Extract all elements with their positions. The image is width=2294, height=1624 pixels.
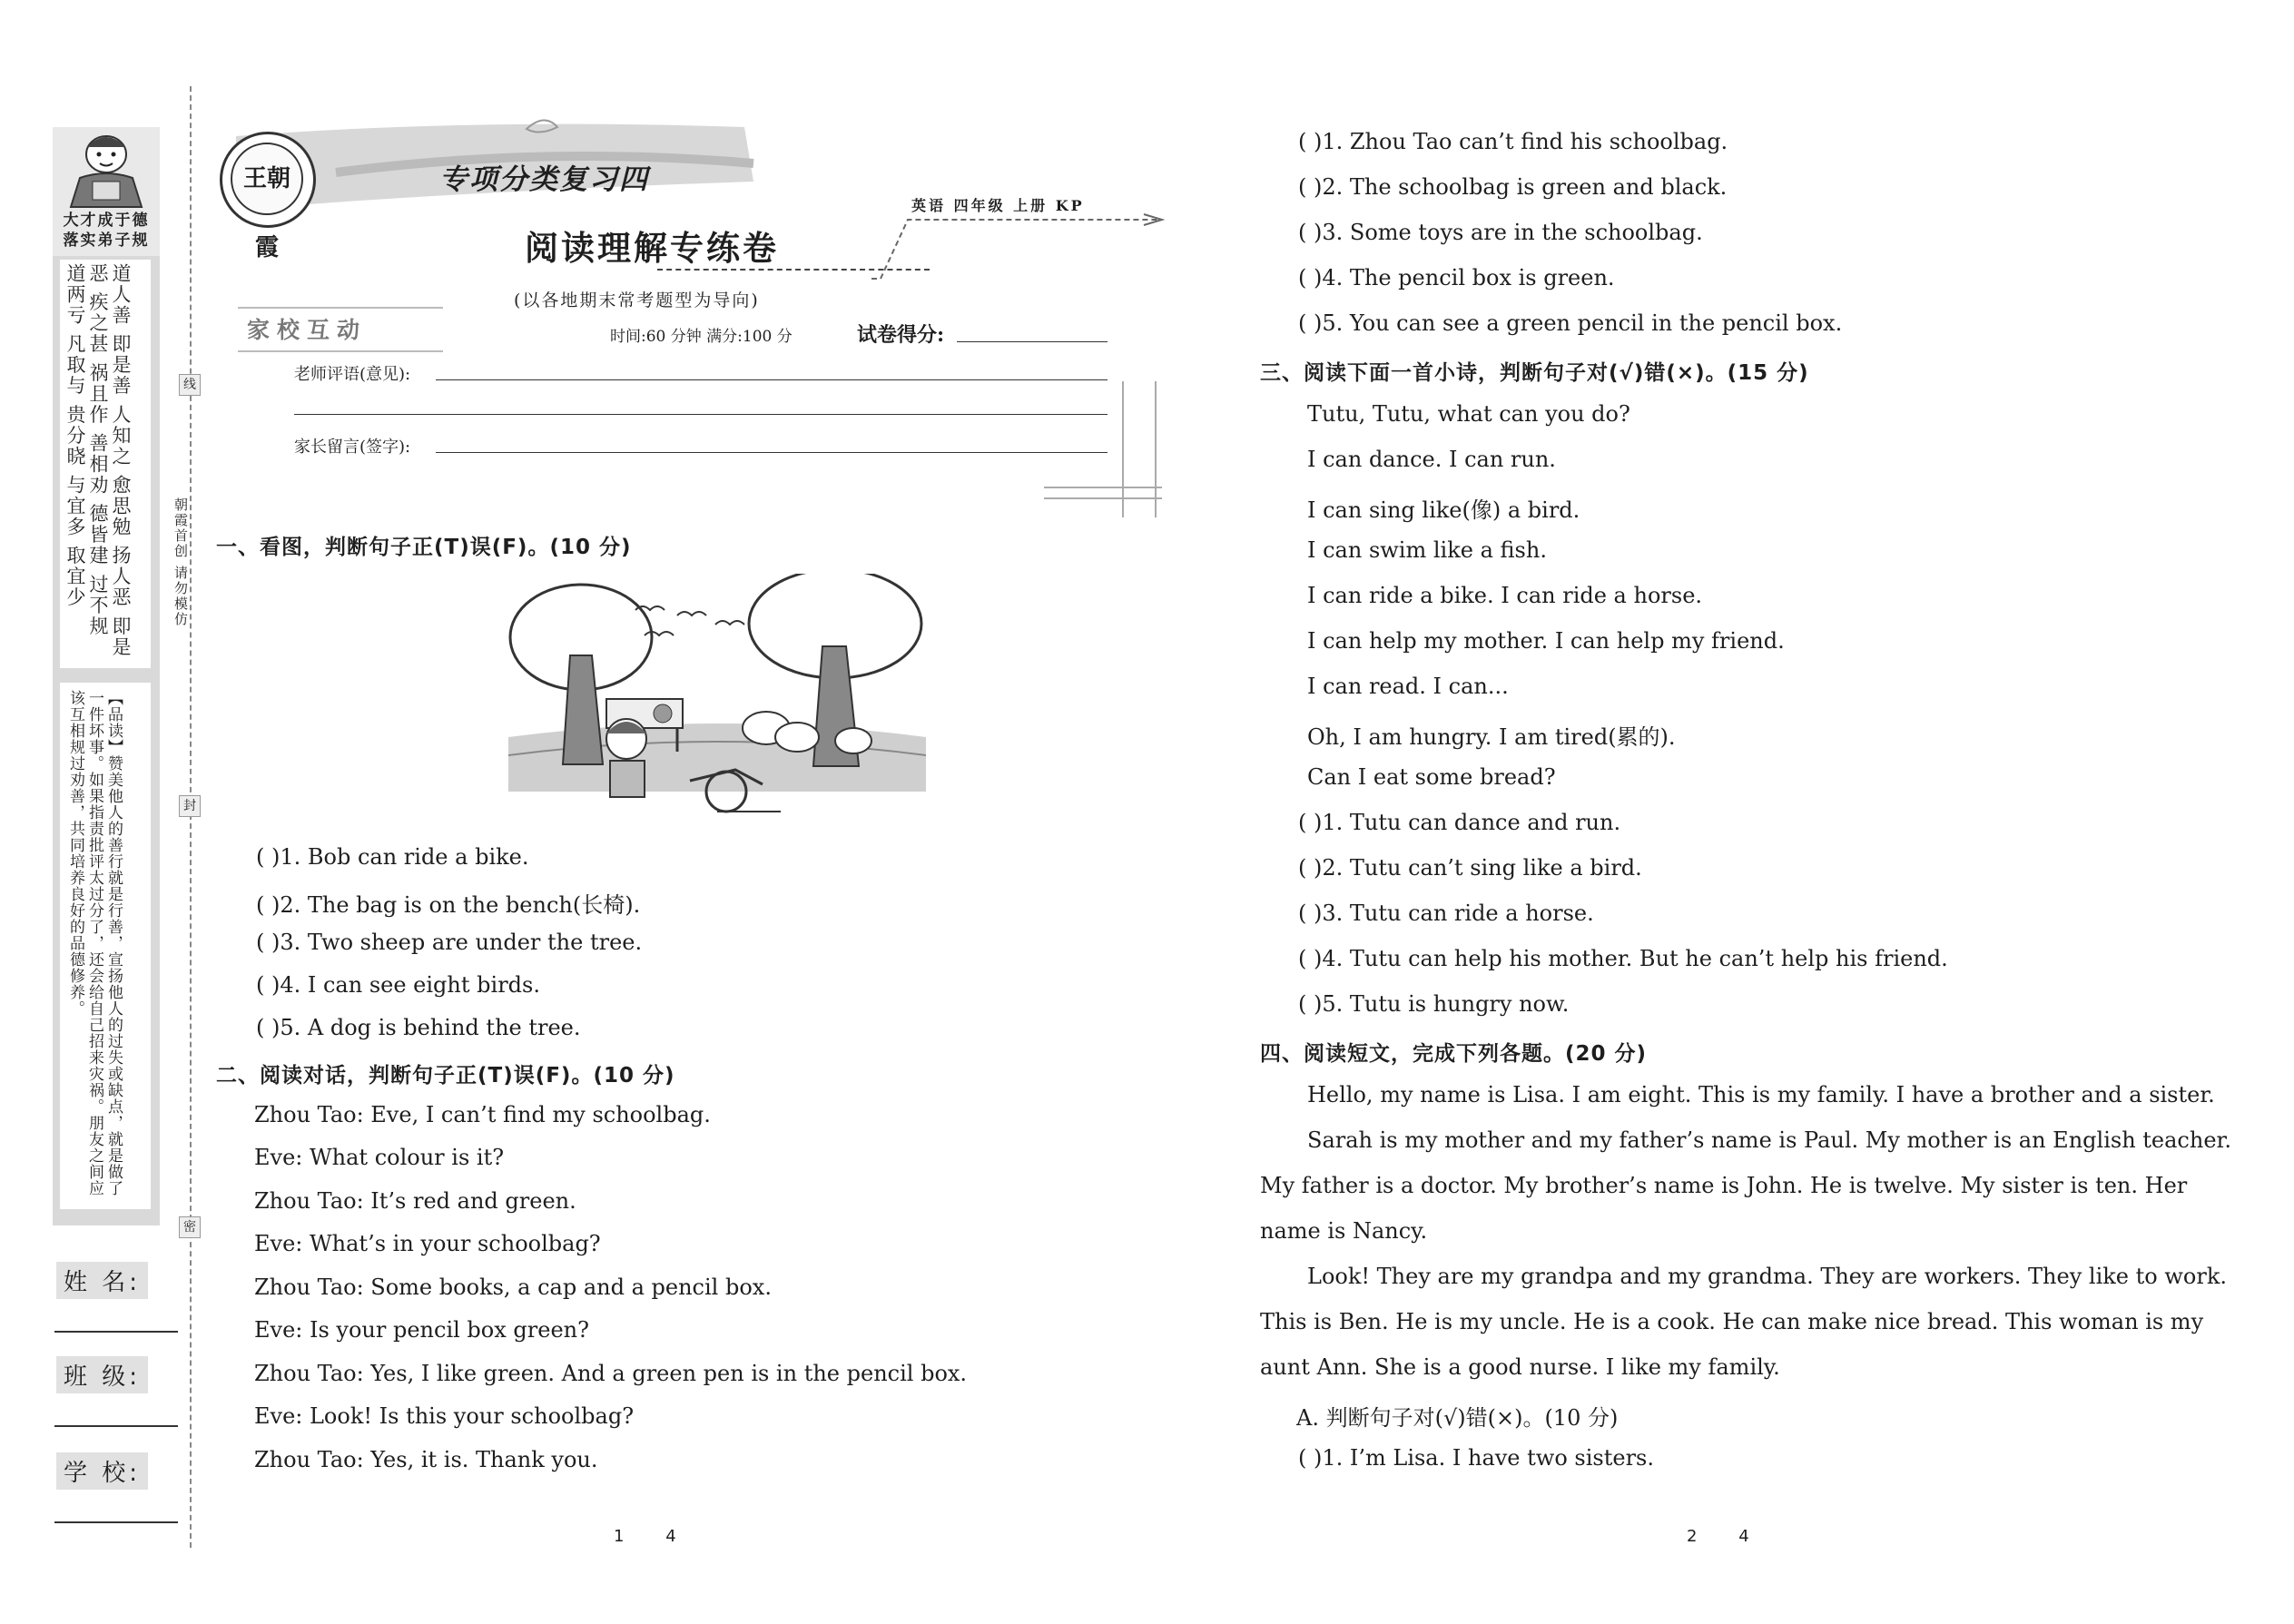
question-3-2: ( )2. Tutu can’t sing like a bird. <box>1298 855 1642 881</box>
school-label: 学 校: <box>56 1452 148 1490</box>
question-1-5: ( )5. A dog is behind the tree. <box>256 1015 581 1040</box>
corner-decoration-h <box>1044 487 1162 499</box>
dialog-line: Zhou Tao: Some books, a cap and a pencil box. <box>254 1275 772 1300</box>
home-school-frame <box>238 307 443 352</box>
question-1-3: ( )3. Two sheep are under the tree. <box>256 930 643 955</box>
class-label: 班 级: <box>56 1356 148 1393</box>
poem-line: I can sing like(像) a bird. <box>1307 497 1580 523</box>
section-1-heading: 一、看图，判断句子正(T)误(F)。(10 分) <box>216 536 632 559</box>
score-field[interactable] <box>957 341 1108 342</box>
park-illustration <box>508 574 926 826</box>
question-1-2: ( )2. The bag is on the bench(长椅). <box>256 892 641 918</box>
verse-commentary: 【品读】赞美他人的善行就是行善，宣扬他人的过失或缺点，就是做了一件坏事。如果指责批评太过分了，还会给自己招来灾祸。朋友之间应该互相规过劝善，共同培养良好的品德修养。 <box>66 690 123 1196</box>
page-title: 阅读理解专练卷 <box>525 228 779 268</box>
question-3-5: ( )5. Tutu is hungry now. <box>1298 991 1570 1017</box>
subsection-a-heading: A. 判断句子对(√)错(×)。(10 分) <box>1296 1405 1619 1431</box>
series-title: 专项分类复习四 <box>439 163 649 196</box>
score-label: 试卷得分: <box>857 323 945 347</box>
question-4-1: ( )1. I’m Lisa. I have two sisters. <box>1298 1445 1654 1471</box>
subtitle: (以各地期末常考题型为导向) <box>514 290 760 310</box>
teacher-comment-label: 老师评语(意见): <box>294 365 411 384</box>
course-info: 英语 四年级 上册 KP <box>911 197 1085 214</box>
poem-line: I can help my mother. I can help my friend. <box>1307 628 1785 654</box>
question-2-2: ( )2. The schoolbag is green and black. <box>1298 174 1728 200</box>
dialog-line: Eve: Look! Is this your schoolbag? <box>254 1403 635 1429</box>
school-field[interactable] <box>54 1521 178 1523</box>
mascot-illustration <box>53 127 160 211</box>
passage-line: aunt Ann. She is a good nurse. I like my family. <box>1260 1354 1780 1380</box>
poem-line: I can swim like a fish. <box>1307 537 1547 563</box>
page-number-right: 2 4 <box>1687 1527 1749 1546</box>
dialog-line: Zhou Tao: Yes, I like green. And a green pen is in the pencil box. <box>254 1361 968 1386</box>
name-field[interactable] <box>54 1331 178 1333</box>
section-2-heading: 二、阅读对话，判断句子正(T)误(F)。(10 分) <box>216 1064 675 1088</box>
dialog-line: Eve: Is your pencil box green? <box>254 1317 589 1343</box>
class-field[interactable] <box>54 1425 178 1427</box>
dialog-line: Zhou Tao: Eve, I can’t find my schoolbag. <box>254 1102 711 1127</box>
time-info: 时间:60 分钟 满分:100 分 <box>610 328 793 346</box>
poem-line: Oh, I am hungry. I am tired(累的). <box>1307 724 1676 750</box>
dialog-line: Eve: What’s in your schoolbag? <box>254 1231 601 1256</box>
passage-line: Hello, my name is Lisa. I am eight. This is my family. I have a brother and a sister. <box>1307 1082 2215 1107</box>
passage-line: This is Ben. He is my uncle. He is a cook. He can make nice bread. This woman is my <box>1260 1309 2204 1334</box>
seal-mark-seal: 封 <box>179 795 201 817</box>
passage-line: My father is a doctor. My brother’s name is John. He is twelve. My sister is ten. Her <box>1260 1173 2188 1198</box>
section-3-heading: 三、阅读下面一首小诗，判断句子对(√)错(×)。(15 分) <box>1260 361 1809 385</box>
question-2-1: ( )1. Zhou Tao can’t find his schoolbag. <box>1298 129 1728 154</box>
poem-line: Can I eat some bread? <box>1307 764 1556 790</box>
poem-line: I can read. I can... <box>1307 674 1509 699</box>
home-school-label: 家校互动 <box>247 317 368 343</box>
meta-divider <box>871 211 1171 283</box>
teacher-comment-field-2[interactable] <box>294 414 1108 415</box>
name-label: 姓 名: <box>56 1262 148 1299</box>
question-3-4: ( )4. Tutu can help his mother. But he can’t help his friend. <box>1298 946 1948 971</box>
parent-comment-field[interactable] <box>436 452 1108 453</box>
teacher-comment-field[interactable] <box>436 379 1108 380</box>
brand-logo: 王朝霞 <box>231 143 303 215</box>
passage-line: Look! They are my grandpa and my grandma. They are workers. They like to work. <box>1307 1264 2227 1289</box>
dizigui-verse: 道人善 即是善 人知之 愈思勉 扬人恶 即是恶 疾之甚 祸且作 善相劝 德皆建 过不规 道两亏 凡取与 贵分晓 与宜多 取宜少 <box>64 263 132 658</box>
question-3-3: ( )3. Tutu can ride a horse. <box>1298 901 1594 926</box>
question-2-5: ( )5. You can see a green pencil in the pencil box. <box>1298 310 1843 336</box>
motto: 大才成于德 落实弟子规 <box>63 212 150 250</box>
dialog-line: Zhou Tao: It’s red and green. <box>254 1188 576 1214</box>
seal-mark-secret: 密 <box>179 1216 201 1238</box>
passage-line: Sarah is my mother and my father’s name is Paul. My mother is an English teacher. <box>1307 1127 2231 1153</box>
passage-line: name is Nancy. <box>1260 1218 1428 1244</box>
poem-line: I can dance. I can run. <box>1307 447 1556 472</box>
copyright-note: 朝霞首创 请勿模仿 <box>172 497 189 627</box>
question-3-1: ( )1. Tutu can dance and run. <box>1298 810 1621 835</box>
question-1-4: ( )4. I can see eight birds. <box>256 972 540 998</box>
parent-comment-label: 家长留言(签字): <box>294 438 411 457</box>
question-2-3: ( )3. Some toys are in the schoolbag. <box>1298 220 1703 245</box>
poem-line: Tutu, Tutu, what can you do? <box>1307 401 1630 427</box>
dialog-line: Eve: What colour is it? <box>254 1145 505 1170</box>
question-2-4: ( )4. The pencil box is green. <box>1298 265 1615 290</box>
section-4-heading: 四、阅读短文，完成下列各题。(20 分) <box>1260 1042 1648 1066</box>
dialog-line: Zhou Tao: Yes, it is. Thank you. <box>254 1447 598 1472</box>
page-number-left: 1 4 <box>614 1527 676 1546</box>
seal-mark-line: 线 <box>179 374 201 396</box>
cut-line <box>190 86 192 1548</box>
question-1-1: ( )1. Bob can ride a bike. <box>256 844 529 870</box>
poem-line: I can ride a bike. I can ride a horse. <box>1307 583 1703 608</box>
